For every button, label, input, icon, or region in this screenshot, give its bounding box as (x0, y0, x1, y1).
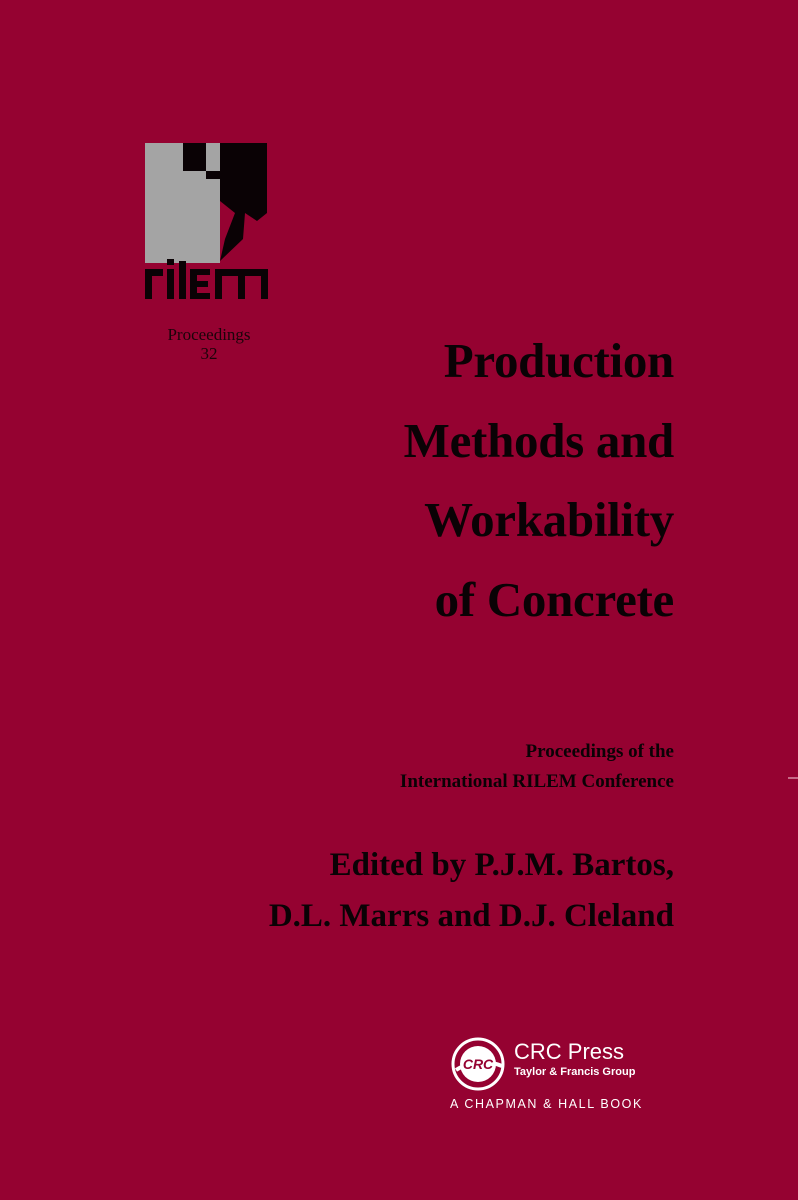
title-line-2: Methods and (403, 412, 674, 468)
subtitle-line-2: International RILEM Conference (399, 771, 674, 792)
edge-mark (788, 777, 798, 779)
crc-press-emblem-icon (450, 1036, 506, 1092)
book-title (404, 321, 674, 639)
editors-line-2: D.L. Marrs and D.J. Cleland (268, 898, 674, 934)
editors-credit (269, 840, 674, 942)
title-line-4: of Concrete (434, 571, 674, 627)
crc-emblem-text: CRC (462, 1056, 494, 1072)
title-line-3: Workability (424, 492, 674, 547)
publisher-group: Taylor & Francis Group (514, 1066, 636, 1078)
publisher-imprint: A CHAPMAN & HALL BOOK (450, 1097, 643, 1111)
series-name: Proceedings (167, 325, 251, 344)
subtitle-line-1: Proceedings of the (525, 741, 674, 762)
rilem-logo-icon (145, 143, 270, 303)
book-subtitle (400, 737, 674, 797)
series-label (140, 325, 278, 363)
series-number: 32 (200, 344, 218, 363)
title-line-1: Production (443, 333, 674, 388)
publisher-block (450, 1036, 690, 1116)
publisher-name: CRC Press (514, 1039, 625, 1064)
editors-line-1: Edited by P.J.M. Bartos, (329, 847, 674, 883)
